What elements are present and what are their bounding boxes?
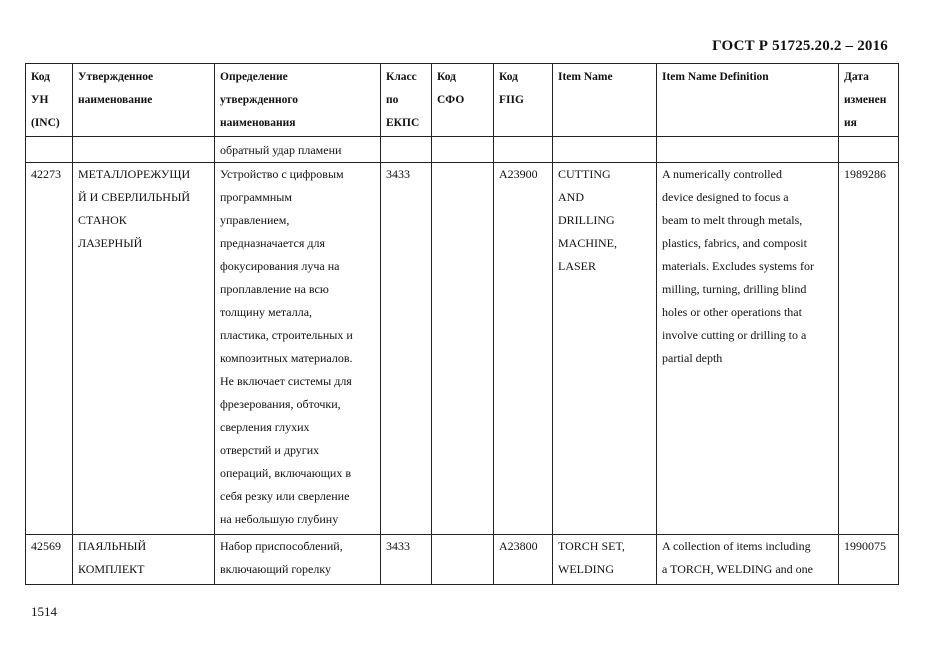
table-cell-fiig-code: A23900	[494, 163, 553, 535]
table-cell-sfo-code	[432, 163, 494, 535]
table-row	[26, 163, 899, 535]
table-cell-change-date: 1990075	[839, 535, 899, 585]
table-cell-item-name: CUTTING AND DRILLING MACHINE, LASER	[553, 163, 657, 535]
column-header-approved-name: Утвержденное наименование	[73, 64, 215, 137]
table-cell-definition: обратный удар пламени	[215, 137, 381, 163]
table-cell	[381, 137, 432, 163]
table-cell-ekps-class: 3433	[381, 163, 432, 535]
column-header-inc: Код УН (INC)	[26, 64, 73, 137]
column-header-fiig-code: Код FIIG	[494, 64, 553, 137]
column-header-item-definition: Item Name Definition	[657, 64, 839, 137]
table-cell	[657, 137, 839, 163]
column-header-sfo-code: Код СФО	[432, 64, 494, 137]
table-cell	[73, 137, 215, 163]
table-cell-inc: 42273	[26, 163, 73, 535]
item-name-table	[25, 63, 899, 585]
table-cell	[432, 137, 494, 163]
table-cell-definition: Набор приспособлений, включающий горелку	[215, 535, 381, 585]
column-header-change-date: Дата изменен ия	[839, 64, 899, 137]
table-cell-approved-name: ПАЯЛЬНЫЙ КОМПЛЕКТ	[73, 535, 215, 585]
table-header-row	[26, 64, 899, 137]
page-number: 1514	[31, 604, 57, 619]
table-cell-fiig-code: A23800	[494, 535, 553, 585]
table-cell-ekps-class: 3433	[381, 535, 432, 585]
document-standard-code: ГОСТ Р 51725.20.2 – 2016	[712, 38, 888, 54]
table-row	[26, 535, 899, 585]
table-cell-sfo-code	[432, 535, 494, 585]
table-row-continuation	[26, 137, 899, 163]
table-cell-inc: 42569	[26, 535, 73, 585]
table-cell	[839, 137, 899, 163]
column-header-ekps-class: Класс по ЕКПС	[381, 64, 432, 137]
table-cell-item-definition: A numerically controlled device designed to focus a beam to melt through metals, plastics, fabrics, and composit materials. Excludes systems for milling, turning, drilling blind holes or other operations that involve cutting or drilling to a partial depth	[657, 163, 839, 535]
table-cell	[494, 137, 553, 163]
table-cell	[26, 137, 73, 163]
column-header-definition: Определение утвержденного наименования	[215, 64, 381, 137]
table-cell-item-definition: A collection of items including a TORCH, WELDING and one	[657, 535, 839, 585]
table-cell	[553, 137, 657, 163]
table-cell-change-date: 1989286	[839, 163, 899, 535]
table-cell-definition: Устройство с цифровым программным управлением, предназначается для фокусирования луча на проплавление на всю толщину металла, пластика, строительных и композитных материалов. Не включает системы для фрезерования, обточки, сверления глухих отверстий и других операций, включающих в себя резку или сверление на небольшую глубину	[215, 163, 381, 535]
column-header-item-name: Item Name	[553, 64, 657, 137]
table-cell-approved-name: МЕТАЛЛОРЕЖУЩИ Й И СВЕРЛИЛЬНЫЙ СТАНОК ЛАЗЕРНЫЙ	[73, 163, 215, 535]
table-cell-item-name: TORCH SET, WELDING	[553, 535, 657, 585]
